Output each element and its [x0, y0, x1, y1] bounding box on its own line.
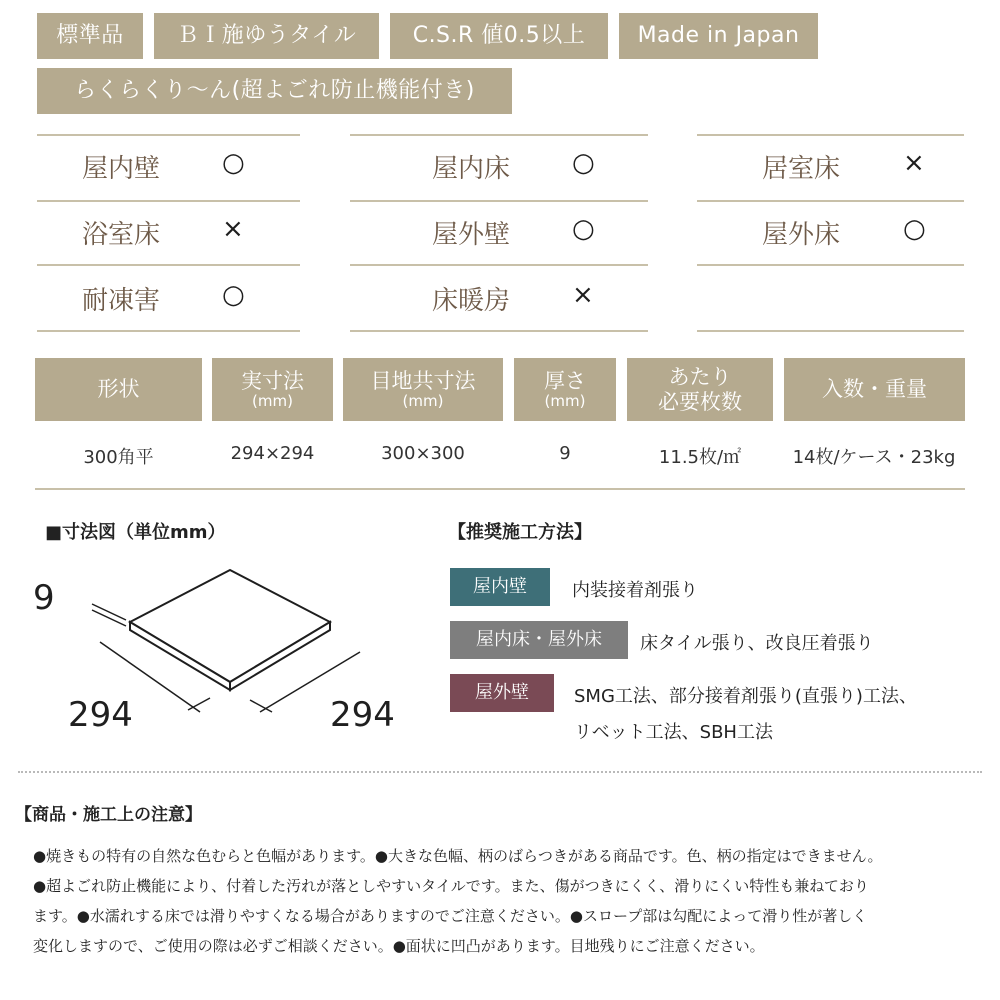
usage-label-floor-heating: 床暖房	[432, 286, 511, 316]
grid-line	[350, 330, 648, 332]
dimension-title: ■寸法図（単位mm）	[45, 522, 226, 543]
spec-header-main: 実寸法	[241, 368, 304, 393]
spec-header-pieces-required	[627, 358, 773, 421]
method-title: 【推奨施工方法】	[448, 522, 592, 543]
method-badge-floor: 屋内床・屋外床	[450, 621, 628, 659]
usage-label-bathroom-floor: 浴室床	[82, 220, 161, 250]
spec-value-quantity-weight: 14枚/ケース・23kg	[792, 447, 956, 468]
tag-bi-glaze: ＢＩ施ゆうタイル	[154, 13, 379, 59]
grid-line	[37, 264, 300, 266]
spec-header-main: 入数・重量	[822, 377, 927, 402]
note-line-1: ●焼きもの特有の自然な色むらと色幅があります。●大きな色幅、柄のばらつきがある商品です。色、柄の指定はできません。	[33, 847, 883, 865]
usage-mark-interior-floor: ○	[572, 148, 595, 178]
tag-csr: C.S.R 値0.5以上	[390, 13, 608, 59]
spec-value-actual-size: 294×294	[230, 443, 315, 464]
note-line-4: 変化しますので、ご使用の際は必ずご相談ください。●面状に凹凸があります。目地残りにご注意ください。	[33, 937, 765, 955]
tag-made-in-japan: Made in Japan	[619, 13, 818, 59]
grid-line	[350, 134, 648, 136]
usage-label-exterior-wall: 屋外壁	[432, 220, 511, 250]
spec-header-main: 形状	[97, 377, 140, 402]
spec-header-joint-size	[343, 358, 503, 421]
usage-label-exterior-floor: 屋外床	[762, 220, 841, 250]
usage-label-interior-floor: 屋内床	[432, 154, 511, 184]
spec-header-unit: (mm)	[252, 391, 293, 410]
usage-label-frost-resistance: 耐凍害	[82, 286, 161, 316]
spec-value-thickness: 9	[559, 443, 571, 464]
thickness-dimension: 9	[33, 578, 55, 618]
grid-line	[350, 200, 648, 202]
spec-bottom-line	[35, 488, 965, 490]
note-line-3: ます。●水濡れする床では滑りやすくなる場合がありますのでご注意ください。●スロープ部は勾配によって滑り性が著しく	[33, 907, 868, 925]
notes-title: 【商品・施工上の注意】	[15, 805, 202, 825]
grid-line	[697, 330, 964, 332]
spec-value-joint-size: 300×300	[381, 443, 465, 464]
note-line-2: ●超よごれ防止機能により、付着した汚れが落としやすいタイルです。また、傷がつきにくく、滑りにくい特性も兼ねており	[33, 877, 869, 895]
usage-mark-interior-wall: ○	[222, 148, 245, 178]
tag-standard: 標準品	[37, 13, 143, 59]
spec-header-quantity-weight	[784, 358, 965, 421]
method-text-interior-wall: 内装接着剤張り	[572, 580, 698, 601]
spec-header-main: 厚さ	[544, 368, 586, 393]
spec-header-unit: (mm)	[402, 391, 444, 410]
dotted-divider	[18, 771, 982, 773]
spec-header-thickness	[514, 358, 616, 421]
spec-value-shape: 300角平	[83, 447, 154, 468]
tag-rakurakurin: らくらくり〜ん(超よごれ防止機能付き)	[37, 68, 512, 114]
spec-header-shape	[35, 358, 202, 421]
usage-label-interior-wall: 屋内壁	[82, 154, 161, 184]
method-badge-exterior-wall: 屋外壁	[450, 674, 554, 712]
method-text-exterior-wall-1: SMG工法、部分接着剤張り(直張り)工法、	[574, 686, 917, 707]
usage-mark-exterior-floor: ○	[903, 214, 926, 244]
grid-line	[37, 134, 300, 136]
usage-mark-frost-resistance: ○	[222, 280, 245, 310]
usage-mark-living-floor: ×	[903, 148, 925, 178]
spec-value-pieces-required: 11.5枚/㎡	[658, 447, 742, 468]
grid-line	[697, 134, 964, 136]
width-dimension: 294	[68, 695, 133, 735]
usage-mark-bathroom-floor: ×	[222, 214, 244, 244]
method-text-floor: 床タイル張り、改良圧着張り	[640, 633, 874, 654]
depth-dimension: 294	[330, 695, 395, 735]
width-dim-tick	[188, 698, 210, 710]
usage-label-living-floor: 居室床	[762, 154, 841, 184]
spec-header-unit: (mm)	[544, 391, 586, 410]
usage-mark-exterior-wall: ○	[572, 214, 595, 244]
method-badge-interior-wall: 屋内壁	[450, 568, 550, 606]
usage-mark-floor-heating: ×	[572, 280, 594, 310]
grid-line	[697, 200, 964, 202]
grid-line	[37, 330, 300, 332]
tile-top-face	[130, 570, 330, 682]
spec-header-main: 目地共寸法	[370, 368, 476, 393]
spec-header-actual-size	[212, 358, 333, 421]
spec-header-main: あたり 必要枚数	[658, 365, 742, 414]
grid-line	[697, 264, 964, 266]
grid-line	[37, 200, 300, 202]
grid-line	[350, 264, 648, 266]
method-text-exterior-wall-2: リベット工法、SBH工法	[574, 722, 773, 743]
